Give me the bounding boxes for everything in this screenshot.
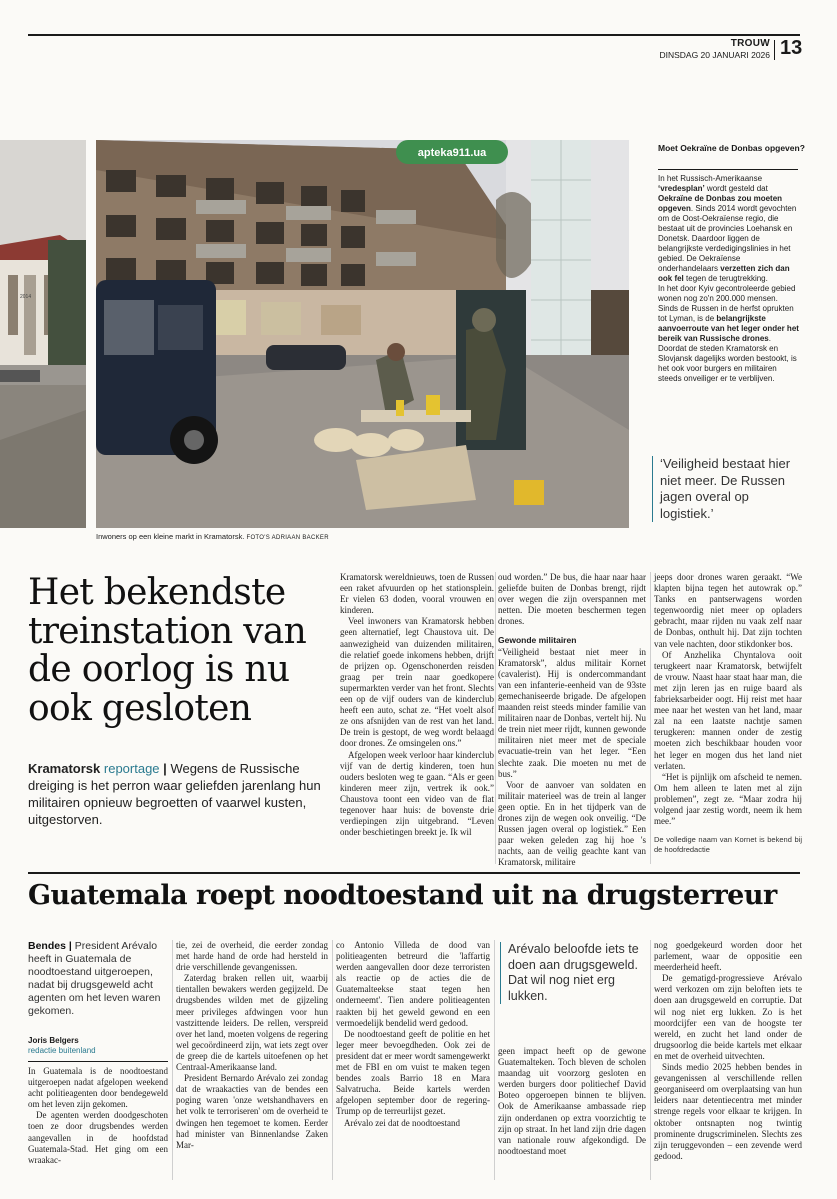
byline-rule xyxy=(28,1061,168,1062)
sidebar-text-3: . Sinds 2014 wordt gevochten om de Oost-Oekraïense regio, die bestaat uit de provincies Loehansk en Donetsk. Daardoor liggen de belangrijkste verdedigingslinies in het gebied. De Oekraïense onderhandelaars xyxy=(658,204,797,273)
station-building-illustration xyxy=(0,140,86,528)
page-number: 13 xyxy=(780,37,803,59)
article2-column-2 xyxy=(176,940,328,1151)
paragraph: Voor de aanvoer van soldaten en militair materieel was de trein al langer geen optie. En in het tijdperk van de drones zijn de wegen ook onveilig. “De Russen jagen overal op logistiek.” Een paar weken geleden zag hij hoe 's nachts, aan de veilig geachte kant van Kramatorsk, militaire xyxy=(498,779,646,868)
paragraph: jeeps door drones waren geraakt. “We klapten bijna tegen het autowrak op.” Tanks en pantserwagens worden tegenwoordig niet meer op opladers gebracht, maar rijden nu vaak zelf naar de Donbas, onthult hij. Dat zijn tochten van vele nachten, door stikdonker bos. xyxy=(654,572,802,649)
author-name: Joris Belgers xyxy=(28,1036,79,1045)
photo-caption xyxy=(96,532,329,541)
paragraph: “Veiligheid bestaat niet meer in Kramatorsk”, aldus militair Kornet (cavalerist). Hij is ondercommandant van een infanterie-eenheid van de 93ste gemechaniseerde brigade. De afgelopen maanden reist steeds minder familie van militairen naar de Donbas, vertelt hij. Nu de trein niet meer rijdt, kunnen gewonde militairen niet meer met de speciale evacuatie-trein van het leger. “Een slechte zaak. Die moeten nu met de bus.” xyxy=(498,646,646,779)
paragraph: President Bernardo Arévalo zei zondag dat de wraakacties van de bendes een poging waren 'onze wetshandhavers en het volk te terroriseren' om de overheid te dwingen hen tegemoet te komen. Eerder had minister van Binnenlandse Zaken Mar- xyxy=(176,1073,328,1150)
sidebar-text-2: wordt gesteld dat xyxy=(706,184,768,193)
masthead-divider xyxy=(774,40,775,60)
paragraph: geen impact heeft op de gewone Guatemalteken. Toch bleven de scholen maandag uit voorzorg gesloten en werden burgers door politiechef David Boteo opgeroepen binnen te blijven. Ook de Amerikaanse ambassade riep zijn onderdanen op extra voorzichtig te zijn op straat. In het land zijn drie dagen van nationale rouw afgekondigd. De noodtoestand moet xyxy=(498,1046,646,1156)
masthead xyxy=(600,38,770,60)
paragraph: Sinds medio 2025 hebben bendes in gevangenissen al verschillende rellen georganiseerd om overplaatsing van hun leiders naar detentiecentra met minder strenge regels voor elkaar te krijgen. In oktober ontsnapten nog twintig prominente drugscriminelen. Slechts zes zijn teruggevonden – een zevende werd gedood. xyxy=(654,1062,802,1161)
article2-column-5 xyxy=(654,940,802,1162)
paragraph: Afgelopen week verloor haar kinderclub vijf van de dertig kinderen, toen hun ouders besloten weg te gaan. “Als er geen kinderen meer zijn, vertrek ik ook.” Chaustova toont een video van de flat tegenover haar huis: de bovenste drie verdiepingen zijn uitgebrand. “Leven onder beschietingen breekt je. Ik wil xyxy=(340,749,494,838)
photo-left xyxy=(0,140,86,528)
paragraph: Arévalo zei dat de noodtoestand xyxy=(344,1117,460,1128)
paragraph: De noodtoestand geeft de politie en het leger meer bevoegdheden. Ook zei de president dat er meer wordt samengewerkt met de FBI en om vuist te maken tegen bendes zoals Barrio 18 en Mara Salvatrucha. Beide kartels werden afgelopen september door de regering-Trump op de terreurlijst gezet. xyxy=(336,1028,490,1117)
apteka-sign-text: apteka911.ua xyxy=(417,147,487,159)
issue-date: DINSDAG 20 JANUARI 2026 xyxy=(659,50,770,60)
sidebar-body xyxy=(658,174,800,384)
paragraph: Of Anzhelika Chyntalova ooit terugkeert naar Kramatorsk, betwijfelt de vrouw. Naast haar staat haar man, die met zijn leren jas en ruige baard als fabrieksarbeider oogt. Hij reist met haar mee naar het westen van het land, maar zal na een laatste nachtje samen terugkeren: mannen onder de zestig moeten zich beschikbaar houden voor het leger en mogen dus het land niet verlaten. xyxy=(654,649,802,771)
paragraph: Zaterdag braken rellen uit, waarbij tientallen bewakers werden gegijzeld. De drugsbendes wilden met de gijzeling meer privileges afdwingen voor hun vastzittende leiders. De rellen, verspreid over het land, moeten volgens de regering wel gecoördineerd zijn, wat iets zegt over de greep die de kartels uitoefenen op het Centraal-Amerikaanse land. xyxy=(176,973,328,1073)
sidebar-text-4: tegen de terugtrekking. xyxy=(686,274,768,283)
article2-column-4 xyxy=(498,1046,646,1157)
subheading: Gewonde militairen xyxy=(498,635,577,646)
column-divider xyxy=(172,940,173,1180)
article-headline: Het bekendste treinstation van de oorlog is nu ook gesloten xyxy=(28,572,307,729)
article-lead xyxy=(28,760,328,828)
photo-market-kramatorsk xyxy=(96,140,629,528)
paragraph: In Guatemala is de noodtoestand uitgeroepen nadat afgelopen weekend acht politieagenten door bendegeweld om het leven zijn gekomen. xyxy=(28,1066,168,1110)
sidebar-text-6: . Doordat de steden Kramatorsk en Slovjansk dagelijks worden bestookt, is het ook voor burgers en militairen steeds onveiliger er te verblijven. xyxy=(658,334,797,383)
editorial-note: De volledige naam van Kornet is bekend bij de hoofdredactie xyxy=(654,835,802,854)
dateline-separator: | xyxy=(68,940,72,952)
paragraph: De agenten werden doodgeschoten toen ze door drugsbendes werden aangevallen in de hoofdstad Guatemala-Stad. Het ging om een wraakac- xyxy=(28,1110,168,1165)
paragraph: nog goedgekeurd worden door het parlement, waar de oppositie een meerderheid heeft. xyxy=(654,940,802,973)
top-rule xyxy=(28,34,800,36)
newspaper-brand: TROUW xyxy=(730,38,770,49)
article-column-1 xyxy=(340,572,494,838)
article2-lead xyxy=(28,940,168,1018)
section-rule xyxy=(28,872,800,874)
article-column-3 xyxy=(654,572,802,854)
paragraph: co Antonio Villeda de dood van politieagenten betreurd die 'laffartig werden aangevallen door deze terroristen als reactie op de acties die de Guatemalteekse staat tegen hen onderneemt'. Tien andere politieagenten raakten bij het geweld gewond en een vermoedelijk bendelid werd gedood. xyxy=(336,940,490,1028)
photo-credit: FOTO'S ADRIAAN BACKER xyxy=(246,535,329,541)
column-divider xyxy=(650,572,651,864)
paragraph: De gematigd-progressieve Arévalo werd verkozen om zijn beloften iets te doen aan drugsgeweld en corruptie. Dat wil nog niet erg lukken. Zo is het moordcijfer een van de hoogste ter wereld, en zucht het land onder de drugsoorlog die beide kartels met elkaar en met de overheid uitvechten. xyxy=(654,973,802,1061)
column-divider xyxy=(494,940,495,1180)
pullquote-text: Arévalo beloofde iets te doen aan drugsgeweld. Dat wil nog niet erg lukken. xyxy=(500,942,640,1004)
pullquote-text: ‘Veiligheid bestaat hier niet meer. De Russen jagen overal op logistiek.’ xyxy=(652,456,802,522)
article2-headline: Guatemala roept noodtoestand uit na drugsterreur xyxy=(28,880,777,911)
rubric-label: reportage xyxy=(103,761,160,776)
column-divider xyxy=(332,940,333,1180)
building-year: 2014 xyxy=(20,294,32,300)
sidebar-text-5: In het door Kyiv gecontroleerde gebied wonen nog zo'n 200.000 mensen. Sinds de Russen in de herfst oprukten tot Lyman, is de xyxy=(658,284,796,323)
paragraph: “Het is pijnlijk om afscheid te nemen. Om hem alleen te laten met al zijn problemen”, zegt ze. “Maar zodra hij volgend jaar zestig wordt, neem ik hem mee.” xyxy=(654,771,802,827)
column-divider xyxy=(650,940,651,1180)
paragraph: Veel inwoners van Kramatorsk hebben geen alternatief, legt Chaustova uit. De aanwezigheid van duizenden militairen, die relatief goede inkomens hebben, drijft de prijzen op. Ogenschonerden reisden graag per trein naar goedkopere supermarkten verder van het front. Slechts een op de vijf ouders van de kinderclub heeft een auto, schat ze. “Het voelt alsof ze ons afsnijden van de rest van het land. De trein is gestopt, de weg wordt belaagd door drones. Ze omsingelen ons.” xyxy=(340,616,494,749)
sidebar-bold-3: verzetten zich dan ook fel xyxy=(658,264,790,283)
dateline-location: Kramatorsk xyxy=(28,761,101,776)
lead-text: President Arévalo heeft in Guatemala de noodtoestand uitgeroepen, nadat bij drugsgeweld acht agenten om het leven waren gekomen. xyxy=(28,940,161,1017)
article-column-2 xyxy=(498,572,646,868)
sidebar-bold-1: ‘vredesplan’ xyxy=(658,184,705,193)
paragraph: tie, zei de overheid, die eerder zondag met harde hand de orde had hersteld in drie verschillende gevangenissen. xyxy=(176,940,328,973)
article2-column-1 xyxy=(28,1066,168,1166)
lead-text: Wegens de Russische dreiging is het perron waar geliefden jarenlang hun militairen opnieuw begroetten of vaarwel kusten, uitgestorven. xyxy=(28,761,321,827)
article2-pullquote xyxy=(500,942,640,1004)
article2-column-3 xyxy=(336,940,490,1129)
sidebar-heading: Moet Oekraïne de Donbas opgeven? xyxy=(658,143,805,153)
dateline-location: Bendes xyxy=(28,940,66,952)
sidebar-bold-4: belangrijkste aanvoerroute van het leger onder het bereik van Russische drones xyxy=(658,314,799,343)
author-department: redactie buitenland xyxy=(28,1046,96,1055)
byline xyxy=(28,1036,168,1056)
column-divider xyxy=(495,572,496,864)
market-scene-illustration xyxy=(96,140,629,528)
paragraph: oud worden.” De bus, die haar naar haar geliefde buiten de Donbas brengt, rijdt over wegen die zijn overspannen met netten. Die moeten beschermen tegen drones. xyxy=(498,572,646,627)
sidebar-bold-2: Oekraïne de Donbas zou moeten opgeven xyxy=(658,194,783,213)
sidebar-rule xyxy=(658,169,798,170)
dateline-separator: | xyxy=(163,761,167,776)
pullquote xyxy=(652,456,802,522)
sidebar-text-1: In het Russisch-Amerikaanse xyxy=(658,174,763,183)
caption-text: Inwoners op een kleine markt in Kramatorsk. xyxy=(96,532,245,541)
paragraph: Kramatorsk wereldnieuws, toen de Russen een raket afvuurden op het stationsplein. Er vielen 63 doden, vooral vrouwen en kinderen. xyxy=(340,572,494,616)
